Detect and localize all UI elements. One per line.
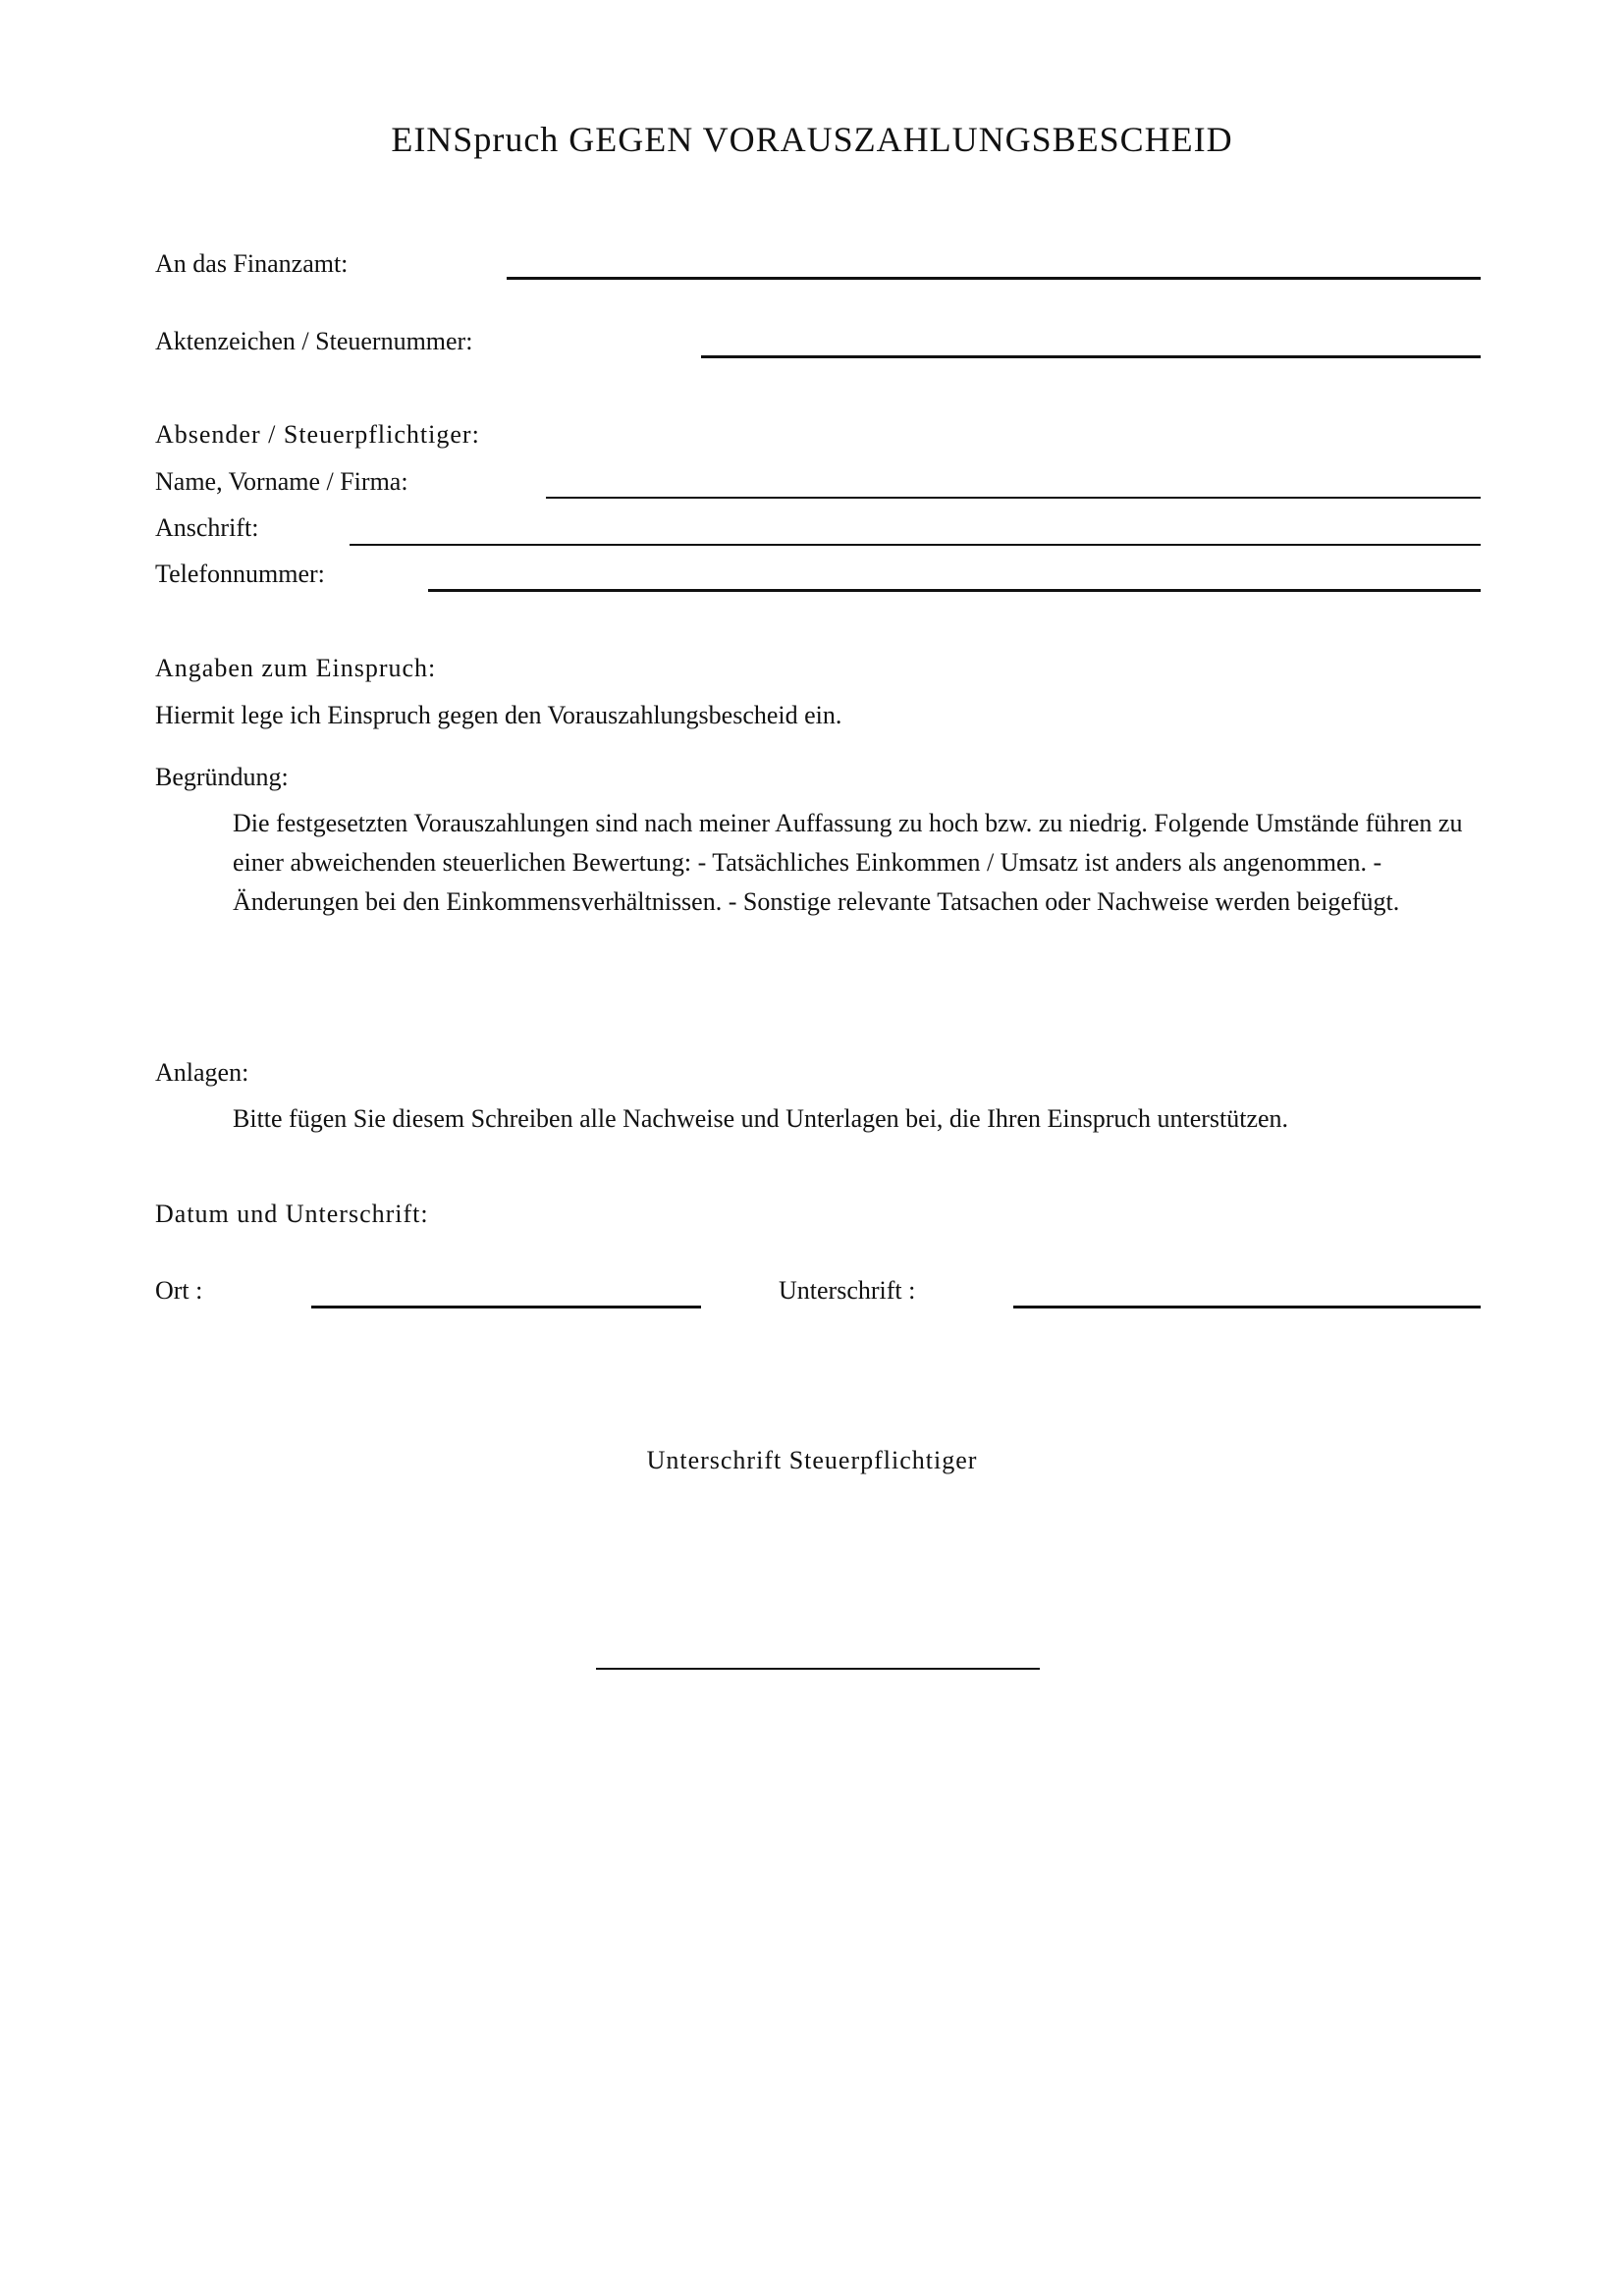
address-input-line[interactable] [350,544,1481,546]
objection-heading: Angaben zum Einspruch: [155,654,437,682]
aktenzeichen-input-line[interactable] [701,355,1481,358]
signature-label: Unterschrift : [779,1276,916,1305]
aktenzeichen-label: Aktenzeichen / Steuernummer: [155,327,473,355]
objection-statement: Hiermit lege ich Einspruch gegen den Vorauszahlungsbescheid ein. [155,701,842,729]
taxpayer-signature-label: Unterschrift Steuerpflichtiger [646,1446,978,1474]
finanzamt-label: An das Finanzamt: [155,249,349,278]
signature-input-line[interactable] [1013,1306,1481,1308]
phone-input-line[interactable] [428,589,1481,592]
name-input-line[interactable] [546,497,1481,499]
address-label: Anschrift: [155,513,259,542]
phone-label: Telefonnummer: [155,560,325,588]
document-title: EINSpruch GEGEN VORAUSZAHLUNGSBESCHEID [391,120,1233,159]
signature-heading: Datum und Unterschrift: [155,1200,429,1228]
finanzamt-input-line[interactable] [507,277,1481,280]
sender-heading: Absender / Steuerpflichtiger: [155,420,480,449]
place-label: Ort : [155,1276,203,1305]
taxpayer-signature-line[interactable] [596,1668,1040,1670]
name-label: Name, Vorname / Firma: [155,467,408,496]
attachments-heading: Anlagen: [155,1058,249,1087]
reason-label: Begründung: [155,763,289,791]
attachments-text: Bitte fügen Sie diesem Schreiben alle Nachweise und Unterlagen bei, die Ihren Einspruch unterstützen. [233,1104,1289,1133]
place-input-line[interactable] [311,1306,701,1308]
reason-text: Die festgesetzten Vorauszahlungen sind nach meiner Auffassung zu hoch bzw. zu niedrig. Folgende Umstände führen zu einer abweichenden steuerlichen Bewertung: - Tatsächliches Einkommen / Umsatz ist anders als angenommen. - Änderungen bei den Einkommensverhältnissen. - Sonstige relevante Tatsachen oder Nachweise werden beigefügt. [233,809,1463,916]
